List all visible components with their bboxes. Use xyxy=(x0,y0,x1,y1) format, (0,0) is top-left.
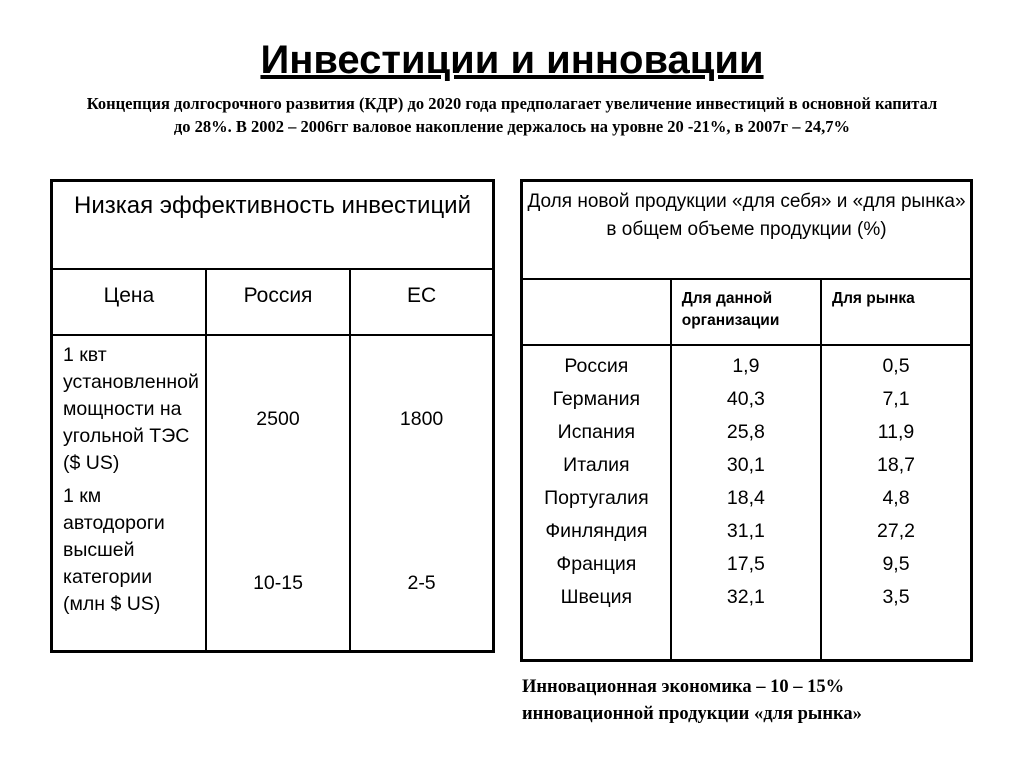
list-item: Германия xyxy=(552,387,641,410)
list-item: 4,8 xyxy=(882,486,910,509)
items-cell xyxy=(52,335,206,652)
column-header-price: Цена xyxy=(52,269,206,335)
russia-values-cell xyxy=(206,335,350,652)
list-item: 27,2 xyxy=(877,519,915,542)
value-coal-eu: 1800 xyxy=(399,407,444,430)
list-item: Италия xyxy=(563,453,630,476)
list-item: Испания xyxy=(557,420,636,443)
eu-values-cell xyxy=(350,335,493,652)
list-item: 7,1 xyxy=(882,387,910,410)
list-item: 17,5 xyxy=(726,552,765,575)
item-label-coal-plant: 1 квт установленной мощности на угольной ТЭС ($ US) xyxy=(63,343,199,474)
footer-line-1: Инновационная экономика – 10 – 15% xyxy=(522,677,845,697)
list-item: 0,5 xyxy=(882,354,910,377)
list-item: 30,1 xyxy=(726,453,765,476)
column-header-russia: Россия xyxy=(206,269,350,335)
list-item: 11,9 xyxy=(877,420,915,443)
investment-efficiency-table xyxy=(50,179,495,653)
list-item: Швеция xyxy=(560,585,633,608)
country-list xyxy=(522,345,671,661)
list-item: Россия xyxy=(564,354,629,377)
market-values-list xyxy=(821,345,971,661)
value-highway-eu: 2-5 xyxy=(407,571,436,594)
list-item: 25,8 xyxy=(726,420,765,443)
list-item: Португалия xyxy=(544,486,649,509)
value-coal-russia: 2500 xyxy=(256,407,300,430)
table-heading: Низкая эффективность инвестиций xyxy=(52,181,494,269)
item-label-highway: 1 км автодороги высшей категории (млн $ US) xyxy=(63,484,165,615)
list-item: Франция xyxy=(556,552,637,575)
column-header-country xyxy=(522,279,671,345)
list-item: 18,4 xyxy=(726,486,765,509)
list-item: 40,3 xyxy=(726,387,765,410)
list-item: 31,1 xyxy=(726,519,765,542)
list-item: 32,1 xyxy=(726,585,765,608)
value-highway-russia: 10-15 xyxy=(253,571,303,594)
table-heading: Доля новой продукции «для себя» и «для рынка» в общем объеме продукции (%) xyxy=(522,181,972,279)
footer-note xyxy=(522,674,1002,728)
column-header-market: Для рынка xyxy=(821,279,971,345)
column-header-organization: Для данной организации xyxy=(671,279,821,345)
new-products-share-table xyxy=(520,179,973,662)
list-item: 3,5 xyxy=(882,585,910,608)
table-row-label xyxy=(53,336,205,618)
page-title: Инвестиции и инновации xyxy=(260,38,764,82)
list-item: Финляндия xyxy=(545,519,648,542)
list-item: 1,9 xyxy=(732,354,760,377)
page-subtitle: Концепция долгосрочного развития (КДР) до 2020 года предполагает увеличение инвестиций в основной капитал до 28%. В 2002 – 2006гг валовое накопление держалось на уровне 20 -21%, в 2007г – 24,7% xyxy=(86,94,938,136)
footer-line-2: инновационной продукции «для рынка» xyxy=(522,704,862,724)
column-header-eu: ЕС xyxy=(350,269,493,335)
list-item: 18,7 xyxy=(877,453,915,476)
organization-values-list xyxy=(671,345,821,661)
list-item: 9,5 xyxy=(882,552,910,575)
